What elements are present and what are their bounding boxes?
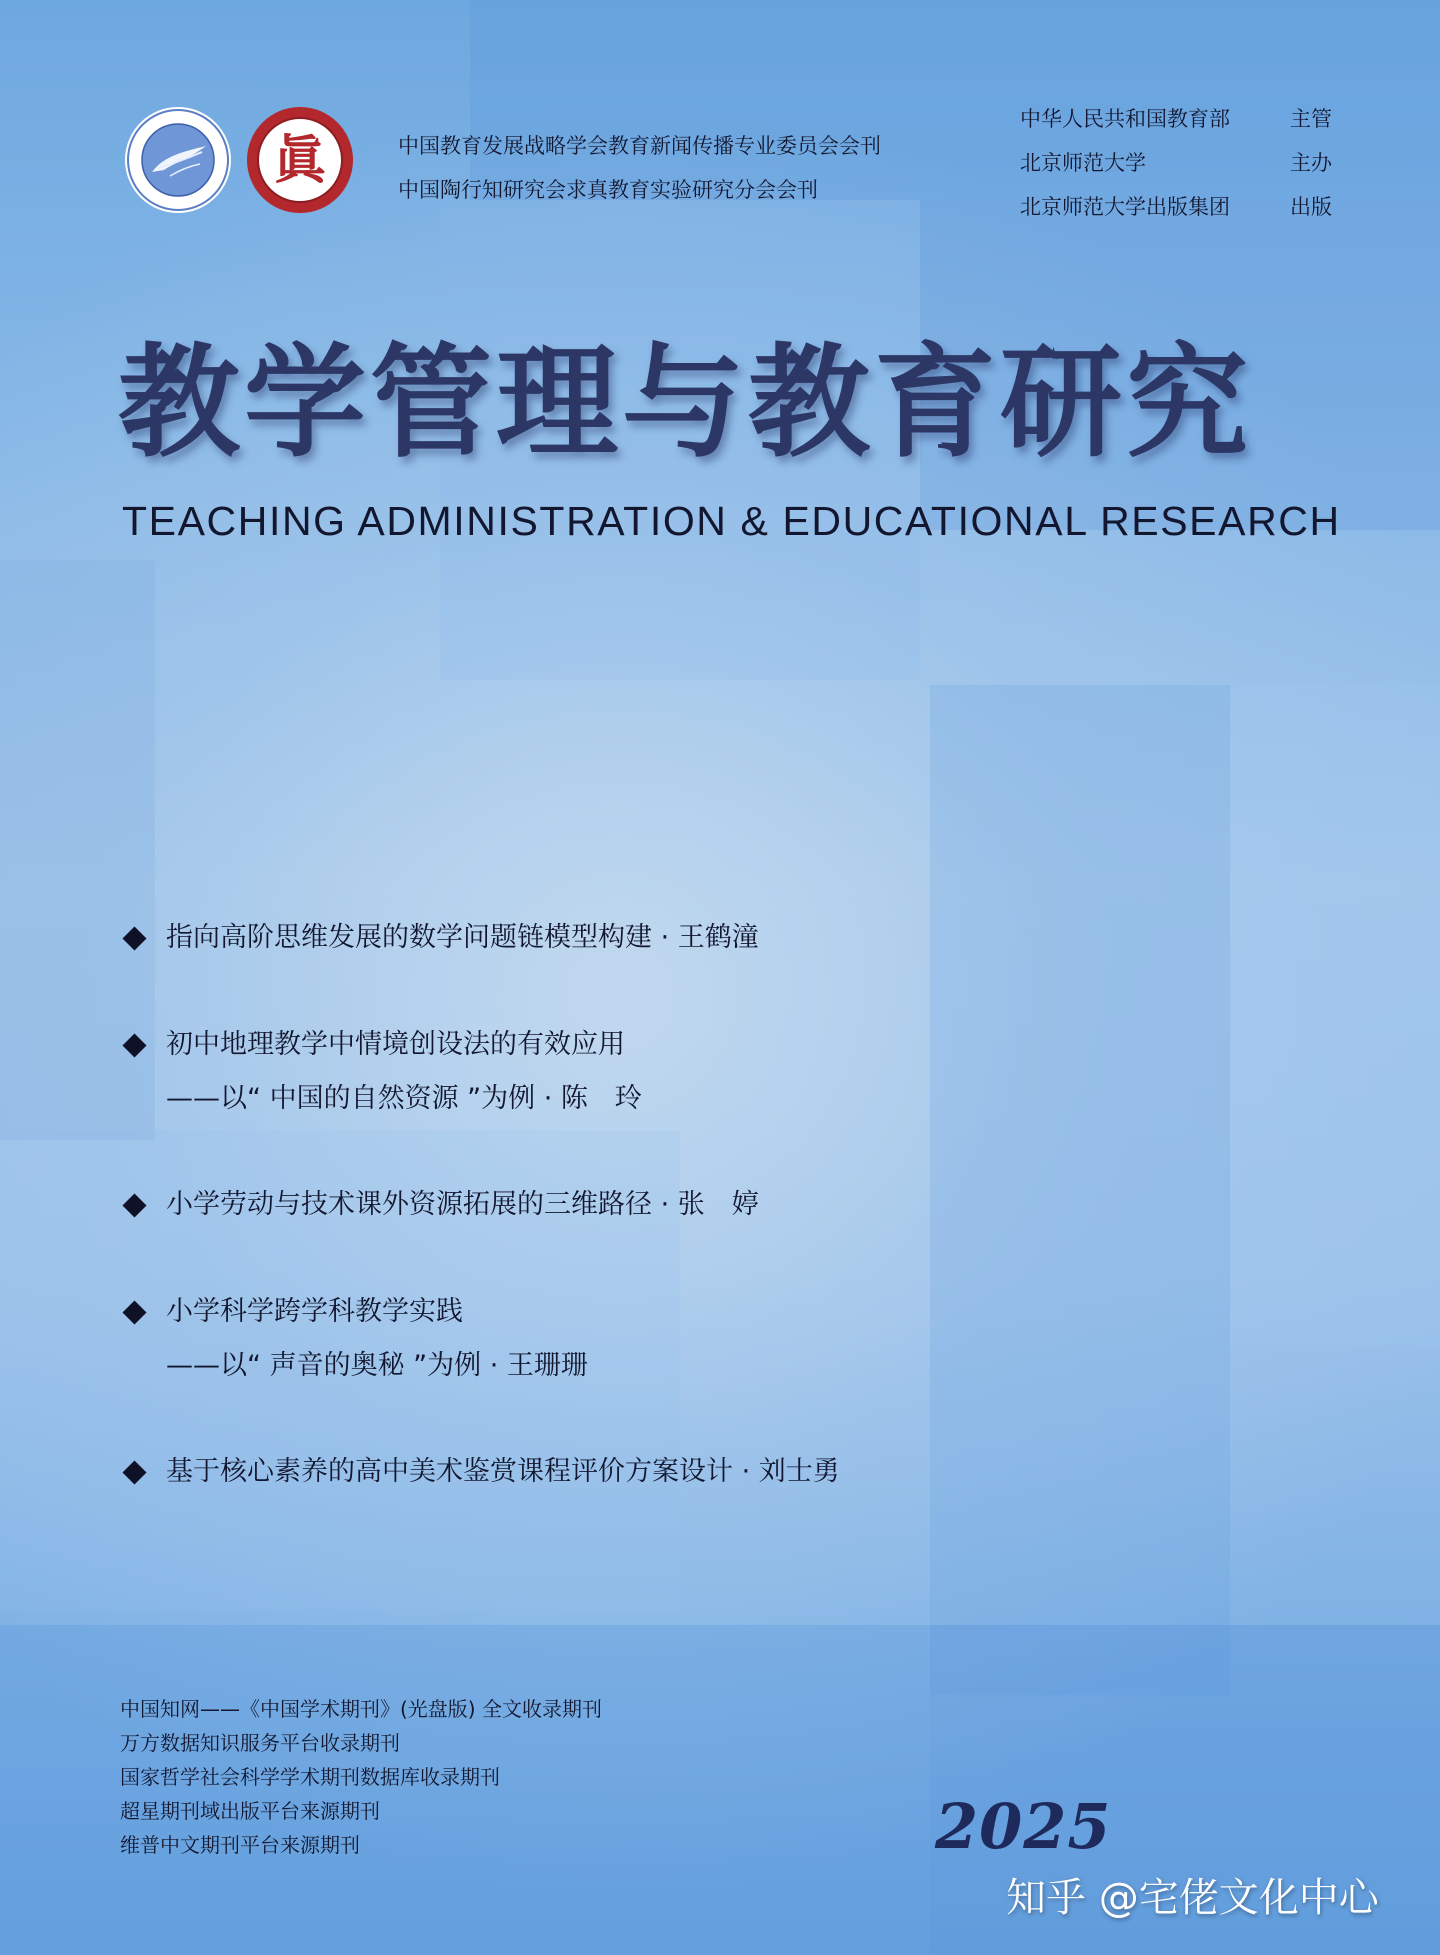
indexing-item: 中国知网——《中国学术期刊》(光盘版) 全文收录期刊 — [120, 1697, 602, 1721]
zhen-seal-icon — [246, 106, 354, 214]
sponsor-row — [1020, 188, 1332, 232]
article-title: 小学科学跨学科教学实践 — [166, 1296, 463, 1327]
organization-line: 中国陶行知研究会求真教育实验研究分会会刊 — [398, 178, 818, 202]
sponsor-role: 出版 — [1290, 195, 1332, 219]
zhen-glyph: 眞 — [273, 130, 327, 191]
publication-year: 2025 — [935, 1790, 1112, 1863]
article-title: 初中地理教学中情境创设法的有效应用 — [166, 1029, 625, 1060]
sponsor-row — [1020, 144, 1332, 188]
journal-title-cn: 教学管理与教育研究 — [118, 330, 1252, 474]
sponsor-role: 主办 — [1290, 151, 1332, 175]
article-title: 指向高阶思维发展的数学问题链模型构建 · 王鹤潼 — [166, 922, 759, 953]
indexing-item: 国家哲学社会科学学术期刊数据库收录期刊 — [120, 1765, 500, 1789]
background-panel — [1230, 685, 1440, 1345]
sponsor-row — [1020, 100, 1332, 144]
indexing-item: 超星期刊域出版平台来源期刊 — [120, 1799, 380, 1823]
indexing-item: 维普中文期刊平台来源期刊 — [120, 1833, 360, 1857]
article-title: 小学劳动与技术课外资源拓展的三维路径 · 张 婷 — [166, 1189, 759, 1220]
sponsor-name: 北京师范大学出版集团 — [1020, 195, 1230, 219]
sponsor-role: 主管 — [1290, 107, 1332, 131]
association-seal-icon — [124, 106, 232, 214]
sponsor-table — [1020, 100, 1332, 232]
article-subtitle: ——以“ 声音的奥秘 ”为例 · 王珊珊 — [166, 1350, 588, 1381]
watermark-text: 知乎 @宅佬文化中心 — [1006, 1875, 1379, 1921]
article-subtitle: ——以“ 中国的自然资源 ”为例 · 陈 玲 — [166, 1083, 642, 1114]
sponsor-name: 中华人民共和国教育部 — [1020, 107, 1230, 131]
indexing-item: 万方数据知识服务平台收录期刊 — [120, 1731, 400, 1755]
sponsor-name: 北京师范大学 — [1020, 151, 1146, 175]
organization-line: 中国教育发展战略学会教育新闻传播专业委员会会刊 — [398, 134, 881, 158]
journal-title-en: TEACHING ADMINISTRATION & EDUCATIONAL RESEARCH — [122, 498, 1341, 544]
indexing-list — [120, 1692, 602, 1862]
background-panel — [930, 685, 1230, 1695]
article-title: 基于核心素养的高中美术鉴赏课程评价方案设计 · 刘士勇 — [166, 1456, 840, 1487]
organization-list — [398, 124, 881, 212]
